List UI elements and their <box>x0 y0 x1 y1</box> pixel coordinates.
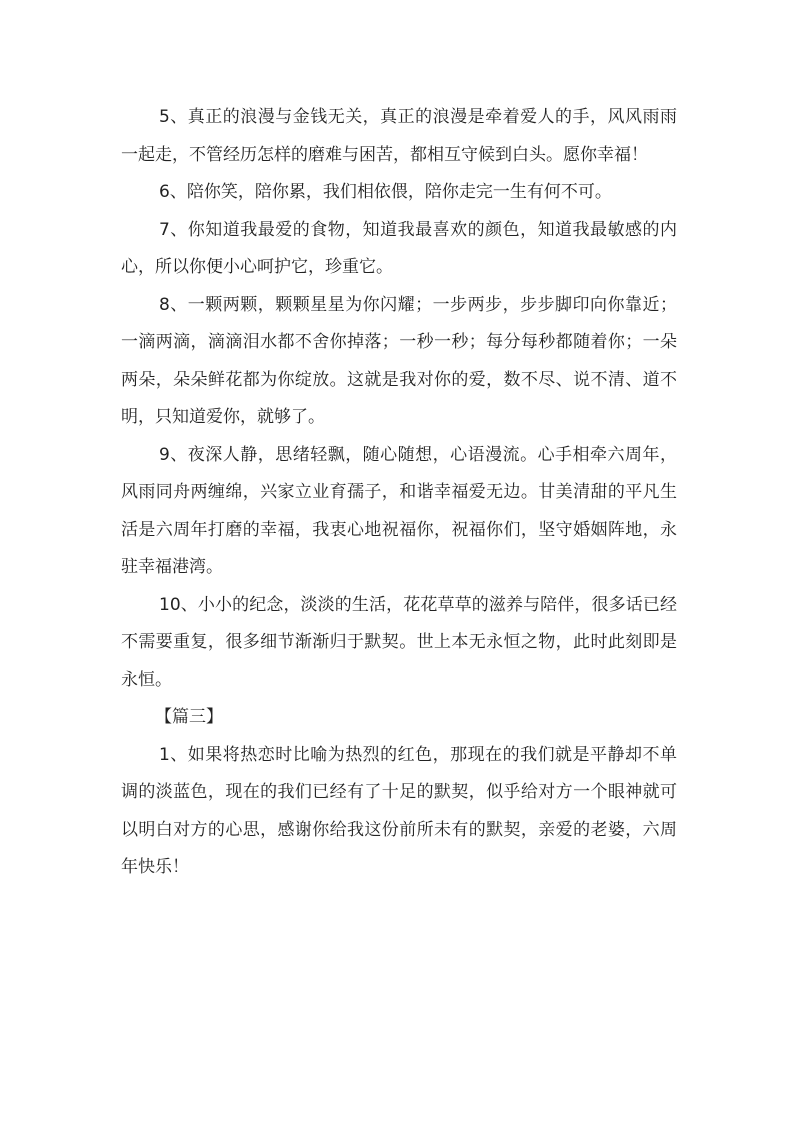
section-paragraph-1: 1、如果将热恋时比喻为热烈的红色，那现在的我们就是平静却不单调的淡蓝色，现在的我们已经有了十足的默契，似乎给对方一个眼神就可以明白对方的心思，感谢你给我这份前所未有的默契，亲爱的老婆，六周年快乐！ <box>121 744 677 877</box>
paragraph-8: 8、一颗两颗，颗颗星星为你闪耀；一步两步，步步脚印向你靠近；一滴两滴，滴滴泪水都不舍你掉落；一秒一秒；每分每秒都随着你；一朵两朵，朵朵鲜花都为你绽放。这就是我对你的爱，数不尽、说不清、道不明，只知道爱你，就够了。 <box>121 294 677 427</box>
paragraph-7: 7、你知道我最爱的食物，知道我最喜欢的颜色，知道我最敏感的内心，所以你便小心呵护它，珍重它。 <box>121 219 677 277</box>
paragraph-10: 10、小小的纪念，淡淡的生活，花花草草的滋养与陪伴，很多话已经不需要重复，很多细节渐渐归于默契。世上本无永恒之物，此时此刻即是永恒。 <box>121 594 677 690</box>
paragraph-5: 5、真正的浪漫与金钱无关，真正的浪漫是牵着爱人的手，风风雨雨一起走，不管经历怎样的磨难与困苦，都相互守候到白头。愿你幸福！ <box>121 107 677 165</box>
section-heading: 【篇三】 <box>155 707 223 727</box>
document-body <box>121 99 677 887</box>
paragraph-9: 9、夜深人静，思绪轻飘，随心随想，心语漫流。心手相牵六周年，风雨同舟两缠绵，兴家立业育孺子，和谐幸福爱无边。甘美清甜的平凡生活是六周年打磨的幸福，我衷心地祝福你，祝福你们，坚守婚姻阵地，永驻幸福港湾。 <box>121 444 677 577</box>
paragraph-6: 6、陪你笑，陪你累，我们相依偎，陪你走完一生有何不可。 <box>159 182 612 202</box>
